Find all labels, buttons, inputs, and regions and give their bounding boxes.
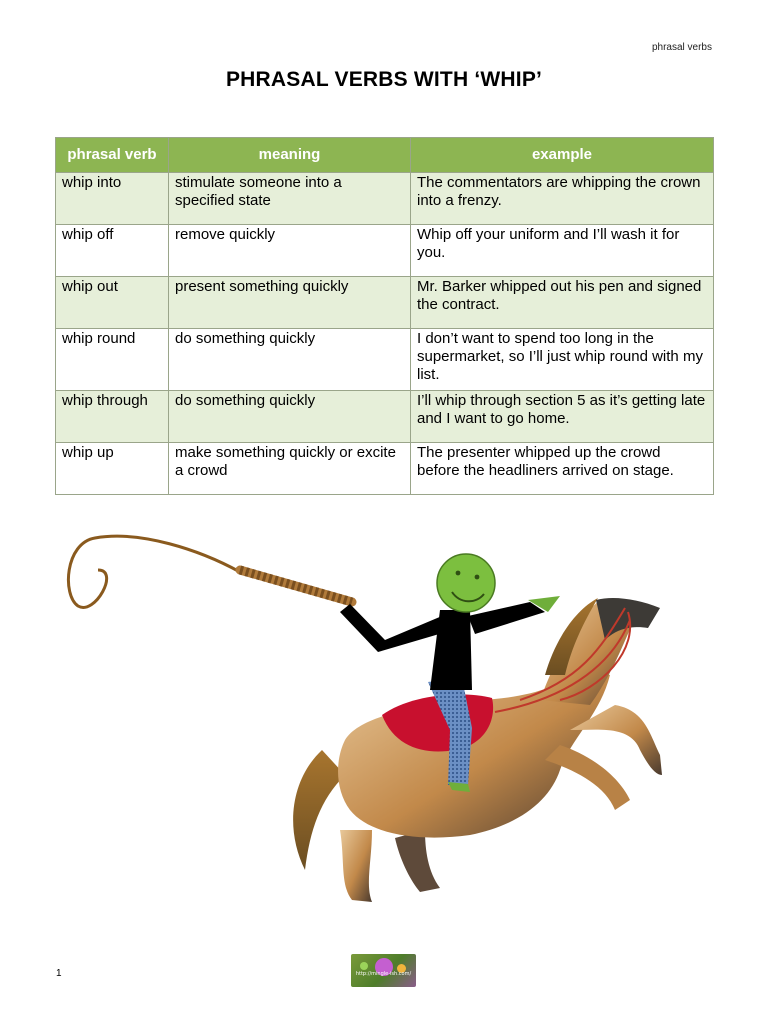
meaning-cell: do something quickly: [169, 329, 411, 391]
table-row: [56, 329, 714, 391]
verb-cell: whip through: [56, 391, 169, 443]
rider-head-icon: [437, 554, 495, 612]
table-row: [56, 225, 714, 277]
footer-logo[interactable]: [351, 954, 416, 987]
meaning-cell: do something quickly: [169, 391, 411, 443]
example-cell: I don’t want to spend too long in the supermarket, so I’ll just whip round with my list.: [411, 329, 714, 391]
table-header-row: [56, 138, 714, 173]
phrasal-verbs-table: [55, 137, 714, 495]
table-row: [56, 391, 714, 443]
meaning-cell: make something quickly or excite a crowd: [169, 443, 411, 495]
column-header-verb: phrasal verb: [56, 138, 169, 173]
verb-cell: whip up: [56, 443, 169, 495]
example-cell: Mr. Barker whipped out his pen and signed the contract.: [411, 277, 714, 329]
table-row: [56, 277, 714, 329]
whip-lash-icon: [68, 536, 240, 607]
column-header-example: example: [411, 138, 714, 173]
table-row: [56, 443, 714, 495]
verb-cell: whip round: [56, 329, 169, 391]
example-cell: The presenter whipped up the crowd before the headliners arrived on stage.: [411, 443, 714, 495]
page-number: 1: [56, 968, 62, 979]
logo-url: http://mingle-ish.com/: [355, 971, 412, 977]
page-title: PHRASAL VERBS WITH ‘WHIP’: [225, 68, 543, 91]
meaning-cell: stimulate someone into a specified state: [169, 173, 411, 225]
example-cell: The commentators are whipping the crown into a frenzy.: [411, 173, 714, 225]
horse-tail-icon: [293, 750, 345, 870]
rider-arm-icon: [340, 604, 446, 652]
table-row: [56, 173, 714, 225]
horse-rider-illustration: [0, 500, 768, 920]
running-header: phrasal verbs: [651, 42, 712, 53]
meaning-cell: remove quickly: [169, 225, 411, 277]
verb-cell: whip into: [56, 173, 169, 225]
example-cell: Whip off your uniform and I’ll wash it for you.: [411, 225, 714, 277]
whip-handle-icon: [240, 570, 352, 602]
meaning-cell: present something quickly: [169, 277, 411, 329]
verb-cell: whip out: [56, 277, 169, 329]
verb-cell: whip off: [56, 225, 169, 277]
column-header-meaning: meaning: [169, 138, 411, 173]
example-cell: I’ll whip through section 5 as it’s getting late and I want to go home.: [411, 391, 714, 443]
